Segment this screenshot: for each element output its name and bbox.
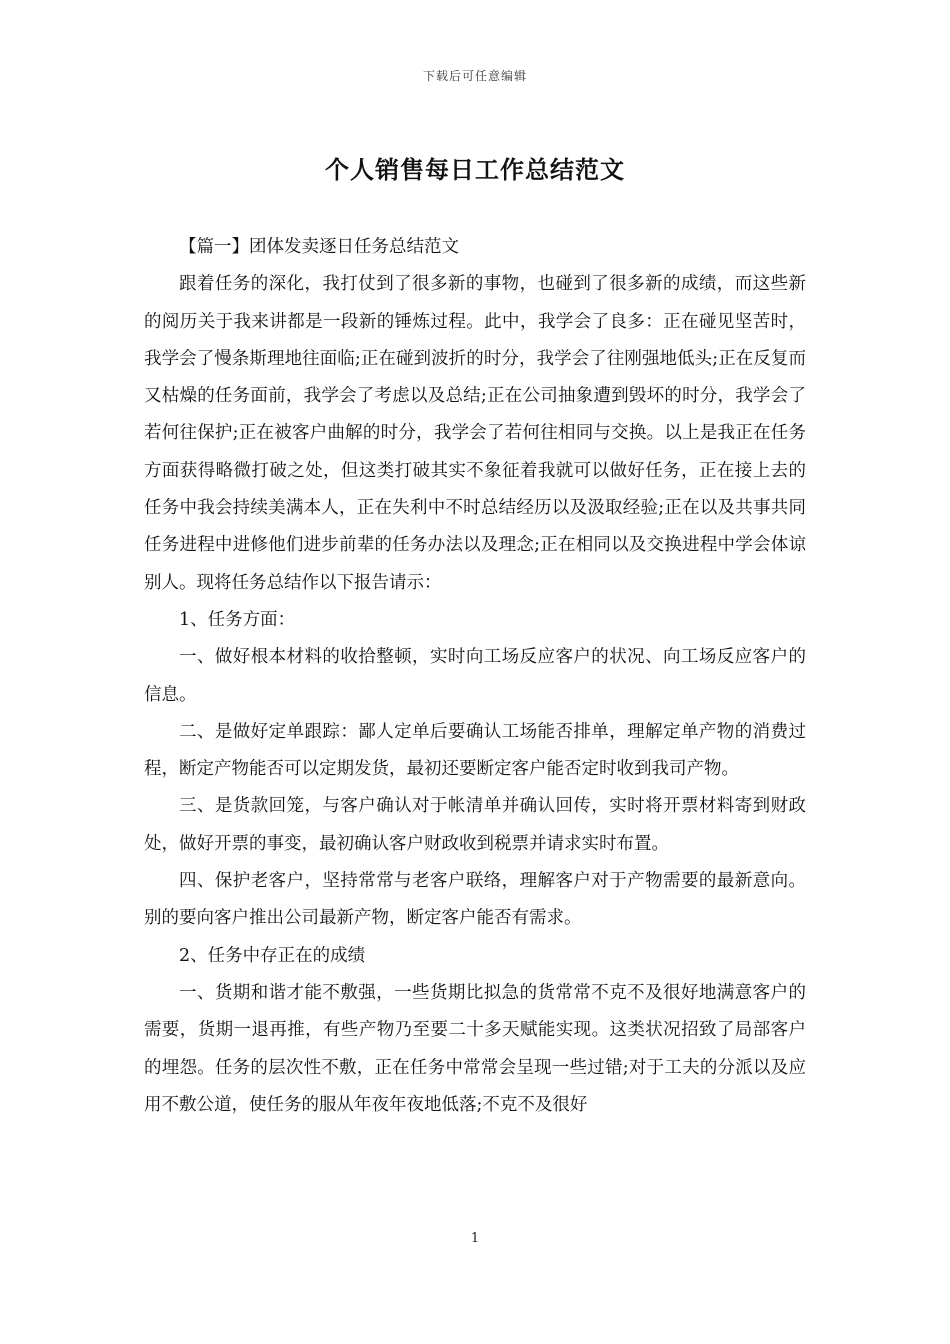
- paragraph: 跟着任务的深化，我打仗到了很多新的事物，也碰到了很多新的成绩，而这些新的阅历关于我来讲都是一段新的锤炼过程。此中，我学会了良多：正在碰见坚苦时，我学会了慢条斯理地往面临;正在碰到波折的时分，我学会了往刚强地低头;正在反复而又枯燥的任务面前，我学会了考虑以及总结;正在公司抽象遭到毁坏的时分，我学会了若何往保护;正在被客户曲解的时分，我学会了若何往相同与交换。以上是我正在任务方面获得略微打破之处，但这类打破其实不象征着我就可以做好任务，正在接上去的任务中我会持续美满本人，正在失利中不时总结经历以及汲取经验;正在以及共事共同任务进程中进修他们进步前辈的任务办法以及理念;正在相同以及交换进程中学会体谅别人。现将任务总结作以下报告请示：: [144, 274, 806, 593]
- paragraph: 1、任务方面：: [179, 609, 296, 630]
- section-heading: 【篇一】团体发卖逐日任务总结范文: [179, 237, 459, 257]
- document-body: [144, 229, 806, 1124]
- paragraph: 一、做好根本材料的收拾整顿，实时向工场反应客户的状况、向工场反应客户的信息。: [144, 647, 806, 705]
- header-note: 下载后可任意编辑: [422, 69, 527, 83]
- paragraph: 2、任务中存正在的成绩: [179, 945, 366, 966]
- paragraph: 三、是货款回笼，与客户确认对于帐清单并确认回传，实时将开票材料寄到财政处，做好开票的事变，最初确认客户财政收到税票并请求实时布置。: [144, 796, 806, 854]
- paragraph: 四、保护老客户，坚持常常与老客户联络，理解客户对于产物需要的最新意向。别的要向客户推出公司最新产物，断定客户能否有需求。: [144, 871, 806, 929]
- paragraph: 一、货期和谐才能不敷强，一些货期比拟急的货常常不克不及很好地满意客户的需要，货期一退再推，有些产物乃至要二十多天赋能实现。这类状况招致了局部客户的埋怨。任务的层次性不敷，正在任务中常常会呈现一些过错;对于工夫的分派以及应用不敷公道，使任务的服从年夜年夜地低落;不克不及很好: [144, 982, 806, 1115]
- page-number: 1: [470, 1231, 480, 1246]
- document-title: 个人销售每日工作总结范文: [325, 155, 625, 184]
- paragraph: 二、是做好定单跟踪：鄙人定单后要确认工场能否排单，理解定单产物的消费过程，断定产物能否可以定期发货，最初还要断定客户能否定时收到我司产物。: [144, 721, 806, 780]
